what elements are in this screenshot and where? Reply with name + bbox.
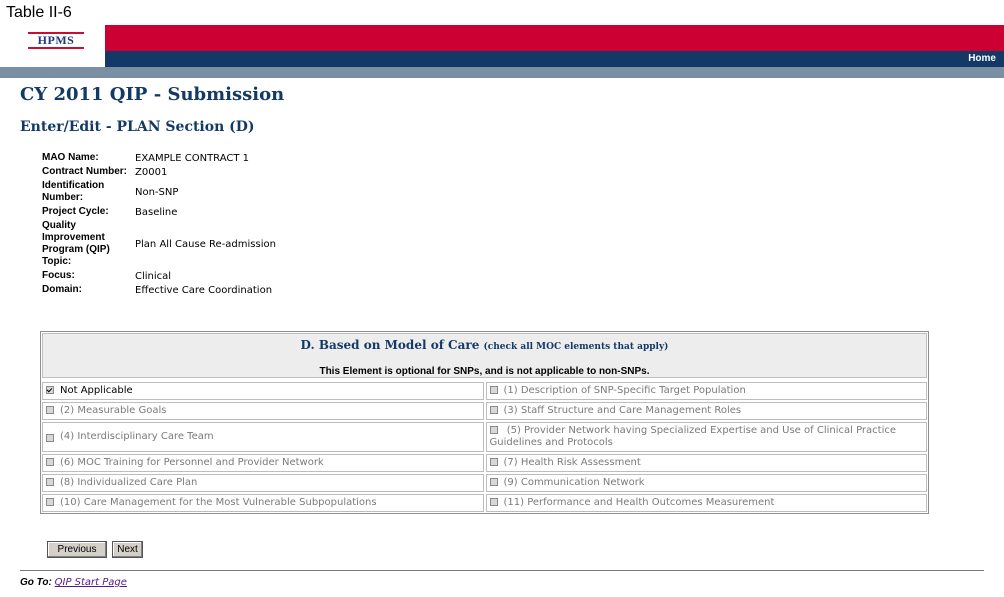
- qip-start-page-link[interactable]: QIP Start Page: [54, 577, 127, 588]
- plan-info-table: [42, 151, 276, 297]
- moc-option-6[interactable]: [42, 454, 484, 472]
- moc-option-label: (7) Health Risk Assessment: [503, 457, 641, 468]
- moc-option-1[interactable]: [486, 382, 928, 400]
- checkbox[interactable]: [490, 498, 498, 506]
- info-row-domain: [42, 283, 276, 297]
- checkbox-checked[interactable]: [46, 386, 54, 394]
- info-value: Z0001: [135, 166, 168, 178]
- moc-title-note: (check all MOC elements that apply): [483, 342, 669, 352]
- checkbox[interactable]: [46, 458, 54, 466]
- section-title: Enter/Edit - PLAN Section (D): [20, 119, 255, 135]
- checkbox[interactable]: [46, 406, 54, 414]
- info-row-identification-number: [42, 179, 276, 205]
- home-link[interactable]: Home: [968, 53, 996, 64]
- table-caption: Table II-6: [6, 4, 72, 21]
- info-row-contract-number: [42, 165, 276, 179]
- moc-subtitle: This Element is optional for SNPs, and is not applicable to non-SNPs.: [319, 366, 650, 377]
- moc-option-label: (9) Communication Network: [503, 477, 645, 488]
- plan-info: [42, 151, 276, 297]
- moc-option-5[interactable]: [486, 422, 928, 452]
- info-value: Baseline: [135, 206, 178, 218]
- moc-option-label: (6) MOC Training for Personnel and Provider Network: [60, 457, 324, 468]
- goto-bar: [20, 577, 127, 588]
- info-label: MAO Name:: [42, 152, 99, 163]
- checkbox[interactable]: [490, 458, 498, 466]
- moc-option-9[interactable]: [486, 474, 928, 492]
- hpms-logo[interactable]: [28, 32, 84, 49]
- moc-options-grid: [41, 379, 928, 513]
- info-row-qip-topic: [42, 219, 276, 269]
- checkbox[interactable]: [490, 426, 498, 434]
- info-value: Effective Care Coordination: [135, 284, 273, 296]
- header-gray-band: [0, 67, 1004, 78]
- info-label: Quality Improvement Program (QIP) Topic:: [42, 220, 110, 267]
- moc-option-label: (2) Measurable Goals: [60, 405, 167, 416]
- moc-option-7[interactable]: [486, 454, 928, 472]
- checkbox[interactable]: [490, 386, 498, 394]
- checkbox[interactable]: [490, 478, 498, 486]
- moc-option-label: (11) Performance and Health Outcomes Measurement: [503, 497, 775, 508]
- moc-option-3[interactable]: [486, 402, 928, 420]
- goto-label: Go To:: [20, 577, 52, 588]
- moc-option-11[interactable]: [486, 494, 928, 512]
- moc-option-label: (8) Individualized Care Plan: [60, 477, 198, 488]
- info-row-focus: [42, 269, 276, 283]
- info-value: EXAMPLE CONTRACT 1: [135, 152, 250, 164]
- moc-option-label: (3) Staff Structure and Care Management Roles: [503, 405, 742, 416]
- moc-option-label: (1) Description of SNP-Specific Target Population: [503, 385, 746, 396]
- moc-panel: [40, 331, 929, 514]
- info-value: Non-SNP: [135, 186, 179, 198]
- hpms-logo-text: HPMS: [28, 32, 84, 49]
- page-title: CY 2011 QIP - Submission: [20, 84, 285, 105]
- info-label: Focus:: [42, 270, 75, 281]
- moc-option-label: (4) Interdisciplinary Care Team: [60, 431, 214, 442]
- moc-title: [43, 338, 926, 352]
- checkbox[interactable]: [46, 478, 54, 486]
- moc-option-not-applicable[interactable]: [42, 382, 484, 400]
- previous-button[interactable]: Previous: [47, 541, 107, 558]
- footer-divider: [20, 570, 984, 571]
- next-button[interactable]: Next: [112, 541, 143, 558]
- info-label: Domain:: [42, 284, 82, 295]
- moc-option-label: Not Applicable: [60, 385, 133, 396]
- moc-option-2[interactable]: [42, 402, 484, 420]
- header-red-band: [105, 25, 1004, 51]
- checkbox[interactable]: [46, 434, 54, 442]
- moc-option-10[interactable]: [42, 494, 484, 512]
- info-row-project-cycle: [42, 205, 276, 219]
- info-label: Contract Number:: [42, 166, 128, 177]
- moc-option-4[interactable]: [42, 422, 484, 452]
- info-row-mao-name: [42, 151, 276, 165]
- info-value: Plan All Cause Re-admission: [135, 238, 276, 250]
- moc-title-text: D. Based on Model of Care: [300, 338, 480, 352]
- moc-option-label: (5) Provider Network having Specialized Expertise and Use of Clinical Practice Guidelines and Protocols: [489, 425, 897, 448]
- info-label: Identification Number:: [42, 180, 105, 203]
- checkbox[interactable]: [46, 498, 54, 506]
- header-navy-band: [105, 51, 1004, 67]
- moc-option-8[interactable]: [42, 474, 484, 492]
- moc-option-label: (10) Care Management for the Most Vulnerable Subpopulations: [60, 497, 377, 508]
- checkbox[interactable]: [490, 406, 498, 414]
- info-value: Clinical: [135, 270, 172, 282]
- moc-header: [42, 333, 927, 378]
- info-label: Project Cycle:: [42, 206, 109, 217]
